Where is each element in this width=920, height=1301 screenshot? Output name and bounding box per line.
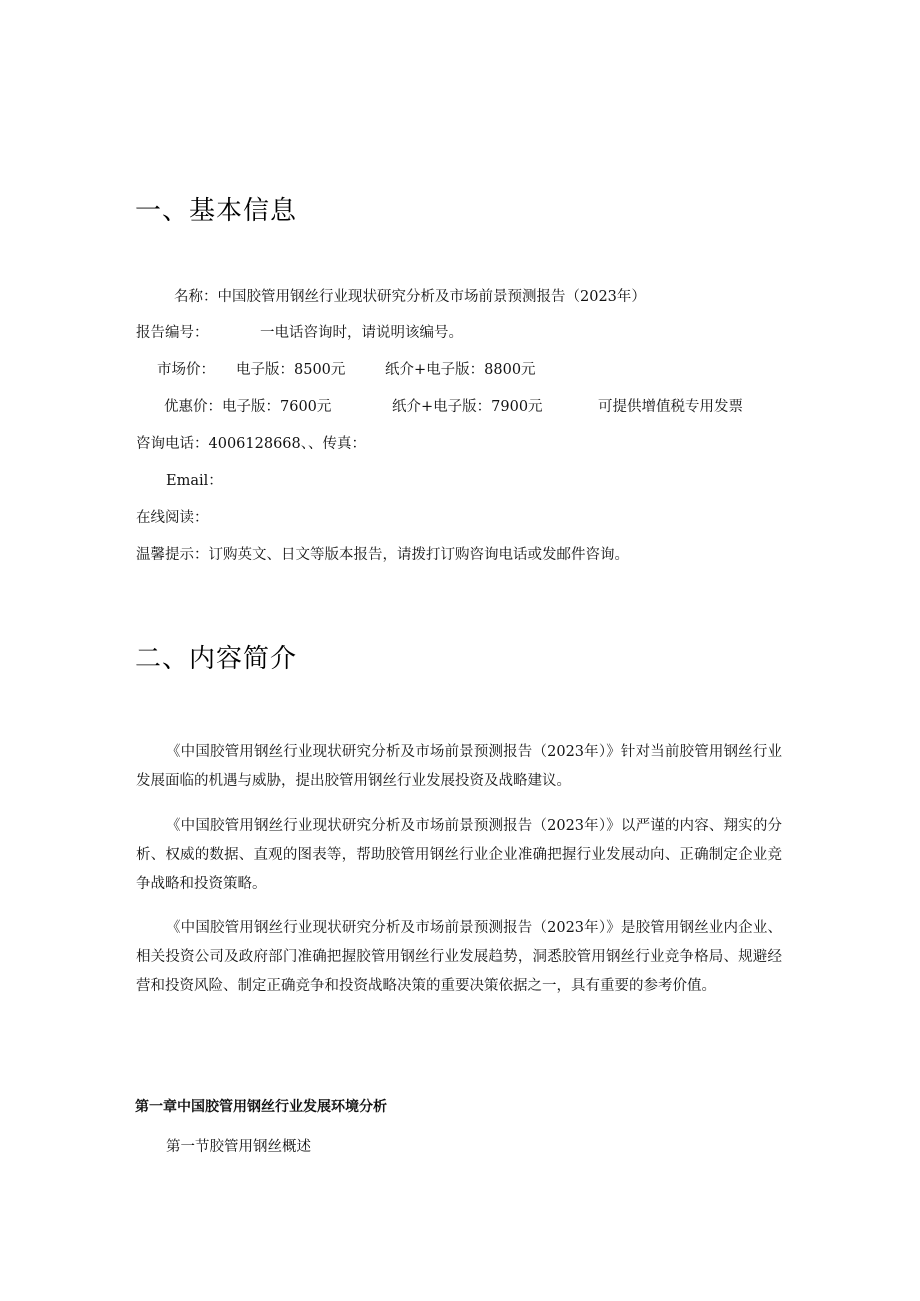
market-price-paper: 纸介+电子版：8800元	[385, 362, 536, 378]
market-price-label: 市场价：	[157, 362, 215, 378]
summary-paragraph-2: 《中国胶管用钢丝行业现状研究分析及市场前景预测报告（2023年）》以严谨的内容、翔实的分析、权威的数据、直观的图表等，帮助胶管用钢丝行业企业准确把握行业发展动向、正确制定企业竞争战略和投资策略。	[136, 818, 782, 892]
invoice-note: 可提供增值税专用发票	[598, 399, 743, 415]
section-heading-summary: 二、内容简介	[135, 644, 298, 674]
name-label: 名称：	[174, 289, 218, 305]
report-number-note: 一电话咨询时，请说明该编号。	[260, 325, 463, 341]
summary-paragraph-3: 《中国胶管用钢丝行业现状研究分析及市场前景预测报告（2023年）》是胶管用钢丝业内企业、相关投资公司及政府部门准确把握胶管用钢丝行业发展趋势，洞悉胶管用钢丝行业竞争格局、规避经营和投资风险、制定正确竞争和投资战略决策的重要决策依据之一，具有重要的参考价值。	[136, 920, 782, 994]
report-title: 中国胶管用钢丝行业现状研究分析及市场前景预测报告（2023年）	[217, 289, 646, 305]
discount-price-electronic: 电子版：7600元	[222, 399, 332, 415]
email-label: Email：	[166, 473, 223, 489]
online-reading-label: 在线阅读：	[136, 510, 209, 526]
market-price-electronic: 电子版：8500元	[236, 362, 346, 378]
phone-fax-line: 咨询电话：4006128668、、传真：	[136, 436, 367, 452]
report-name-line	[174, 287, 646, 307]
toc-chapter-1: 第一章中国胶管用钢丝行业发展环境分析	[135, 1099, 387, 1115]
summary-paragraph-1: 《中国胶管用钢丝行业现状研究分析及市场前景预测报告（2023年）》针对当前胶管用钢丝行业发展面临的机遇与威胁，提出胶管用钢丝行业发展投资及战略建议。	[136, 744, 782, 789]
ordering-tip: 温馨提示：订购英文、日文等版本报告，请拨打订购咨询电话或发邮件咨询。	[136, 547, 629, 563]
discount-price-label: 优惠价：	[164, 399, 222, 415]
toc-section-1: 第一节胶管用钢丝概述	[166, 1139, 311, 1155]
section-heading-basic-info: 一、基本信息	[135, 196, 298, 226]
discount-price-paper: 纸介+电子版：7900元	[392, 399, 543, 415]
report-number-label: 报告编号：	[136, 325, 209, 341]
